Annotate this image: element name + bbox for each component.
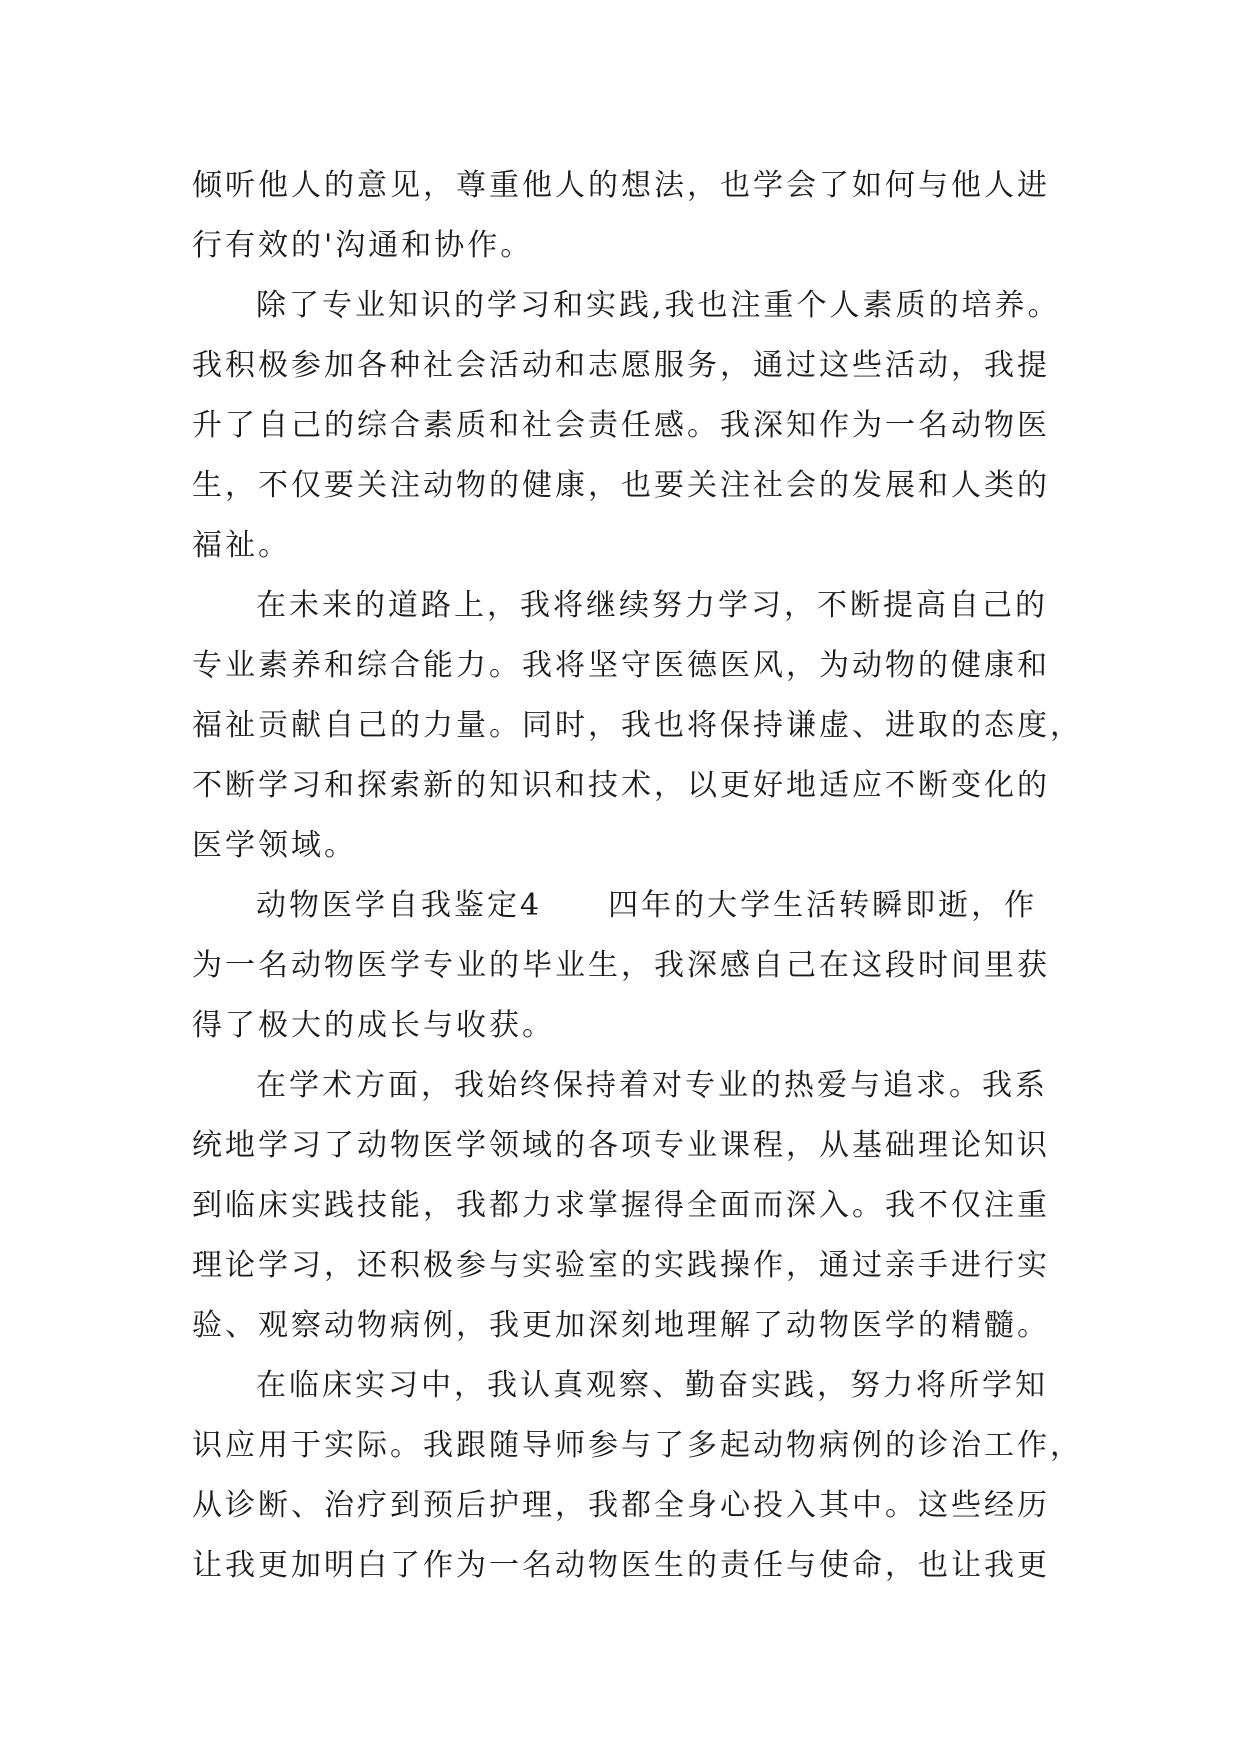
text-line: 从诊断、治疗到预后护理，我都全身心投入其中。这些经历 <box>192 1488 1050 1523</box>
text-line: 统地学习了动物医学领域的各项专业课程，从基础理论知识 <box>192 1128 1050 1163</box>
paragraph-start-line: 在未来的道路上，我将继续努力学习，不断提高自己的 <box>256 588 1048 623</box>
text-line: 让我更加明白了作为一名动物医生的责任与使命，也让我更 <box>192 1548 1050 1583</box>
paragraph-start-line: 除了专业知识的学习和实践,我也注重个人素质的培养。 <box>256 288 1061 323</box>
text-line: 不断学习和探索新的知识和技术，以更好地适应不断变化的 <box>192 768 1050 803</box>
paragraph-start-line: 在临床实习中，我认真观察、勤奋实践，努力将所学知 <box>256 1368 1048 1403</box>
body-text <box>192 156 1083 1596</box>
text-line: 福祉贡献自己的力量。同时，我也将保持谦虚、进取的态度， <box>192 708 1083 743</box>
text-line: 理论学习，还积极参与实验室的实践操作，通过亲手进行实 <box>192 1248 1050 1283</box>
text-line: 专业素养和综合能力。我将坚守医德医风，为动物的健康和 <box>192 648 1050 683</box>
text-line: 验、观察动物病例，我更加深刻地理解了动物医学的精髓。 <box>192 1308 1050 1343</box>
text-line: 识应用于实际。我跟随导师参与了多起动物病例的诊治工作， <box>192 1428 1083 1463</box>
text-line: 得了极大的成长与收获。 <box>192 1008 555 1043</box>
text-line: 生，不仅要关注动物的健康，也要关注社会的发展和人类的 <box>192 468 1050 503</box>
paragraph-start-line: 在学术方面，我始终保持着对专业的热爱与追求。我系 <box>256 1068 1048 1103</box>
section-heading-line: 动物医学自我鉴定4 四年的大学生活转瞬即逝，作 <box>256 888 1038 923</box>
text-line: 福祉。 <box>192 528 291 563</box>
text-line: 到临床实践技能，我都力求掌握得全面而深入。我不仅注重 <box>192 1188 1050 1223</box>
text-line: 我积极参加各种社会活动和志愿服务，通过这些活动，我提 <box>192 348 1050 383</box>
text-line: 倾听他人的意见，尊重他人的想法，也学会了如何与他人进 <box>192 168 1050 203</box>
text-line: 医学领域。 <box>192 828 357 863</box>
text-line: 行有效的'沟通和协作。 <box>192 228 534 263</box>
text-line: 为一名动物医学专业的毕业生，我深感自己在这段时间里获 <box>192 948 1050 983</box>
text-line: 升了自己的综合素质和社会责任感。我深知作为一名动物医 <box>192 408 1050 443</box>
